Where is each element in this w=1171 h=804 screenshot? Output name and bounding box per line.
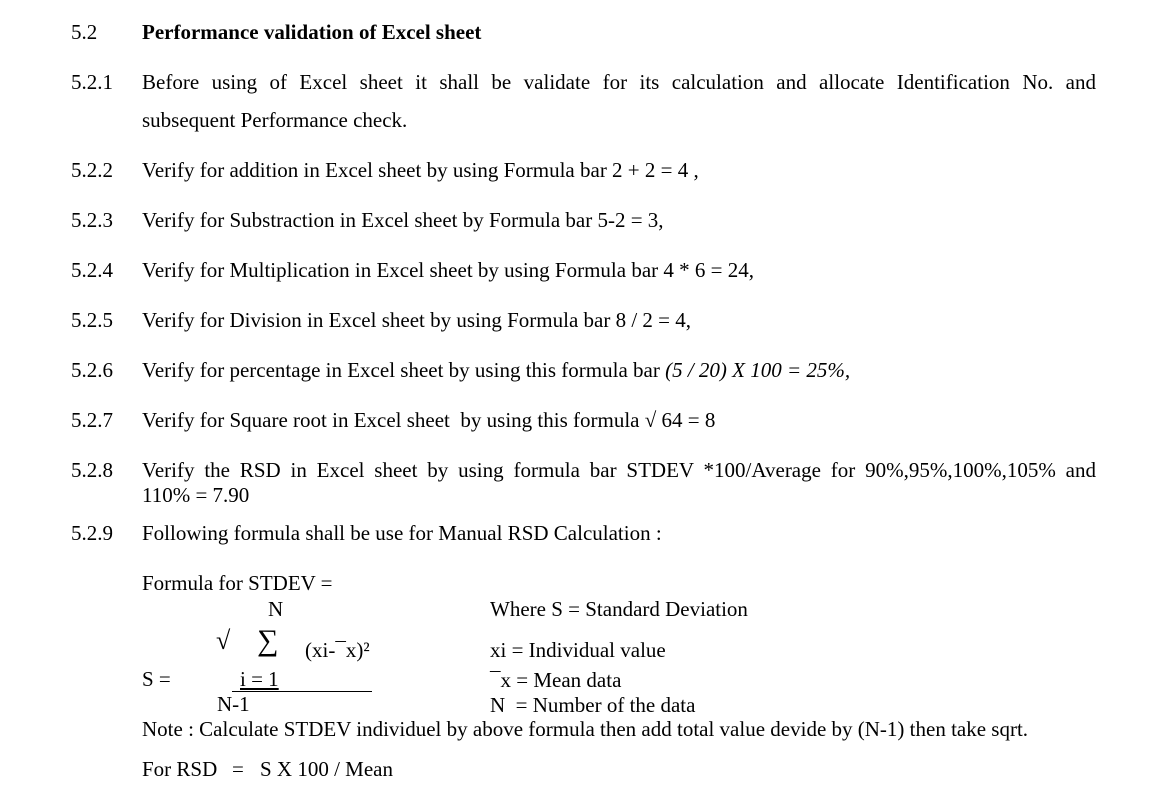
legend-item: N = Number of the data [490, 693, 696, 717]
item-number: 5.2.1 [71, 70, 113, 94]
formula-denominator: N-1 [217, 692, 250, 716]
item-text: Verify for Substraction in Excel sheet by Formula bar 5-2 = 3, [142, 208, 664, 232]
item-number: 5.2.7 [71, 408, 113, 432]
item-text: Verify for Division in Excel sheet by using Formula bar 8 / 2 = 4, [142, 308, 692, 332]
rsd-expression: S X 100 / Mean [260, 757, 393, 781]
item-number: 5.2.3 [71, 208, 113, 232]
item-text-line2: 110% = 7.90 [142, 483, 250, 507]
formula-upper-limit: N [268, 597, 284, 621]
item-text-plain: Verify for percentage in Excel sheet by using this formula bar [142, 358, 666, 382]
item-number: 5.2.8 [71, 458, 113, 482]
item-text [142, 358, 850, 383]
item-text-line1: Verify the RSD in Excel sheet by using formula bar STDEV *100/Average for 90%,95%,100%,105% and [142, 458, 1096, 482]
item-text: Verify for Multiplication in Excel sheet by using Formula bar 4 * 6 = 24, [142, 258, 754, 282]
legend-item: Where S = Standard Deviation [490, 597, 748, 621]
section-title: Performance validation of Excel sheet [142, 20, 482, 44]
legend-item: xi = Individual value [490, 638, 666, 662]
item-number: 5.2.6 [71, 358, 113, 382]
note-text: Note : Calculate STDEV individuel by above formula then add total value devide by (N-1) then take sqrt. [142, 717, 1029, 741]
item-text-italic-formula: (5 / 20) X 100 = 25%, [665, 358, 851, 382]
rsd-label: For RSD [142, 757, 218, 781]
formula-heading: Formula for STDEV = [142, 571, 333, 595]
item-number: 5.2.2 [71, 158, 113, 182]
item-text-line2: subsequent Performance check. [142, 108, 408, 132]
item-number: 5.2.4 [71, 258, 113, 282]
sqrt-symbol: √ [216, 626, 231, 655]
legend-item: ¯x = Mean data [490, 668, 622, 692]
item-text: Verify for addition in Excel sheet by using Formula bar 2 + 2 = 4 , [142, 158, 699, 182]
sigma-symbol: ∑ [257, 624, 279, 657]
section-number: 5.2 [71, 20, 98, 44]
rsd-equals: = [232, 757, 244, 781]
formula-term: (xi-¯x)² [305, 638, 370, 662]
item-text: Verify for Square root in Excel sheet by using this formula √ 64 = 8 [142, 408, 716, 432]
item-number: 5.2.5 [71, 308, 113, 332]
formula-s-label: S = [142, 667, 171, 691]
item-text-line1: Before using of Excel sheet it shall be validate for its calculation and allocate Identification No. and [142, 70, 1096, 94]
item-number: 5.2.9 [71, 521, 113, 545]
formula-lower-limit: i = 1 [240, 667, 279, 691]
item-text: Following formula shall be use for Manual RSD Calculation : [142, 521, 662, 545]
